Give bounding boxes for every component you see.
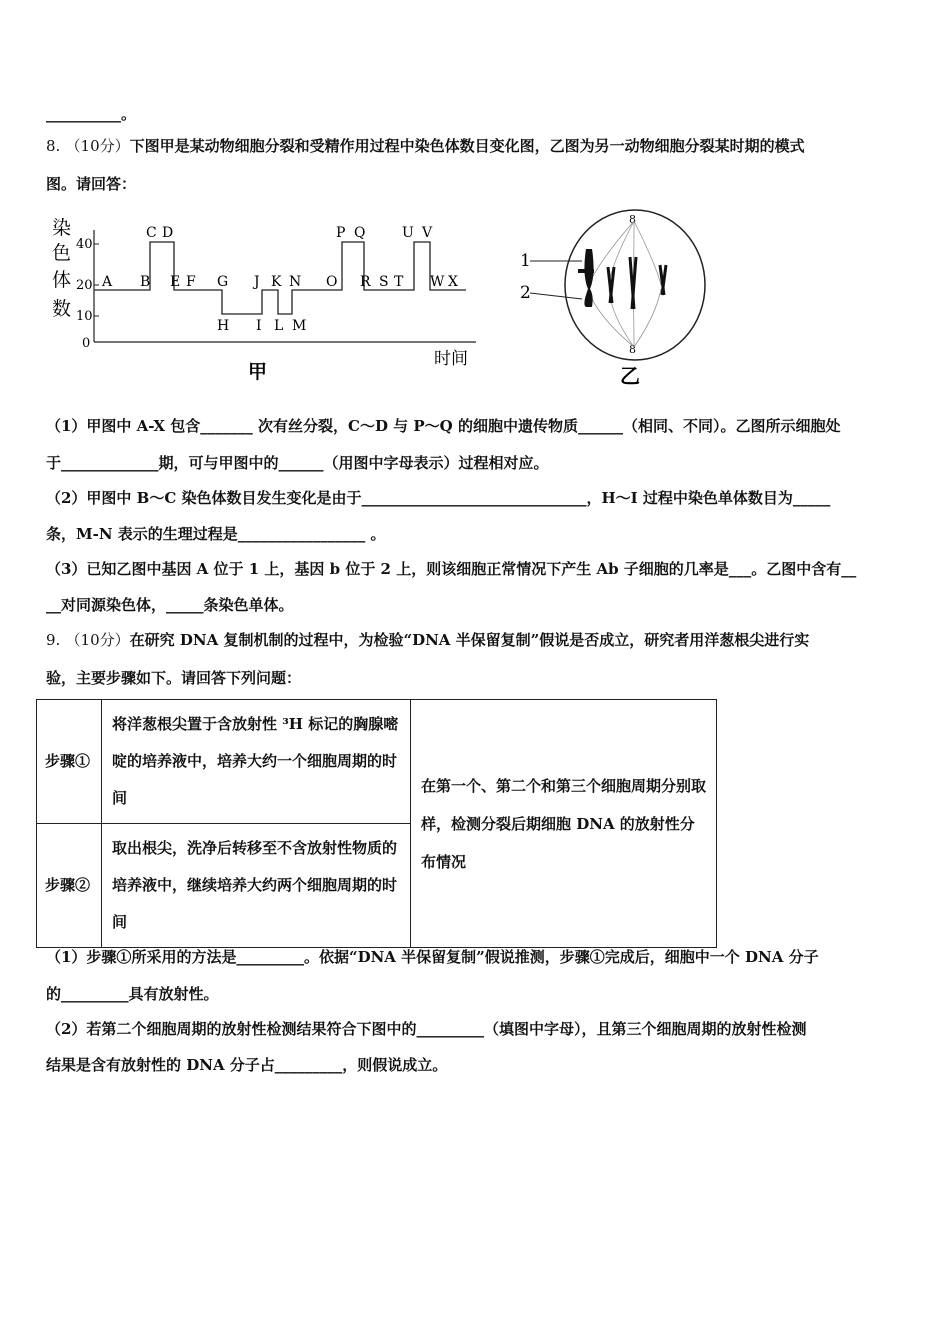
letter-W: W xyxy=(430,274,445,290)
letter-R: R xyxy=(360,274,371,290)
ytick-0: 0 xyxy=(82,336,91,351)
letter-D: D xyxy=(162,225,174,241)
q8-part3-line1: （3）已知乙图中基因 A 位于 1 上，基因 b 位于 2 上，则该细胞正常情况下产生 Ab 子细胞的几率是___。乙图中含有__ xyxy=(46,560,857,578)
letter-E: E xyxy=(170,274,181,290)
letter-O: O xyxy=(326,274,338,290)
q8-part3-line2: __对同源染色体，_____条染色单体。 xyxy=(46,596,294,614)
q9-part2-line2: 结果是含有放射性的 DNA 分子占_________，则假说成立。 xyxy=(46,1056,448,1074)
letter-M: M xyxy=(292,318,307,334)
q9-text-line1: 在研究 DNA 复制机制的过程中，为检验“DNA 半保留复制”假说是否成立，研究者用洋葱根尖进行实 xyxy=(129,631,810,649)
letter-B: B xyxy=(140,274,151,290)
letter-U: U xyxy=(402,225,414,241)
letter-T: T xyxy=(394,274,404,290)
table-row xyxy=(37,700,717,824)
step1-text: 将洋葱根尖置于含放射性 ³H 标记的胸腺嘧啶的培养液中，培养大约一个细胞周期的时间 xyxy=(102,700,411,824)
q8-part2-line2: 条，M-N 表示的生理过程是_________________ 。 xyxy=(46,525,386,543)
letter-J: J xyxy=(254,274,260,290)
letter-X: X xyxy=(448,274,458,290)
step2-text: 取出根尖，洗净后转移至不含放射性物质的培养液中，继续培养大约两个细胞周期的时间 xyxy=(102,824,411,948)
top-blank: __________。 xyxy=(46,105,137,123)
figure-yi xyxy=(516,205,716,394)
q8-number: 8. xyxy=(46,137,61,155)
q8-stem-line1 xyxy=(46,135,900,157)
letter-G: G xyxy=(217,274,229,290)
q9-part2-line1: （2）若第二个细胞周期的放射性检测结果符合下图中的_________（填图中字母），且第三个细胞周期的放射性检测 xyxy=(46,1020,807,1038)
step1-label: 步骤① xyxy=(37,700,102,824)
label-1: 1 xyxy=(520,251,531,271)
ytick-20: 20 xyxy=(76,278,93,293)
letter-L: L xyxy=(274,318,284,334)
steps-table xyxy=(36,699,717,948)
letter-F: F xyxy=(186,274,196,290)
spindle-fibers xyxy=(588,221,661,347)
q9-score: （10分） xyxy=(65,631,130,649)
ytick-40: 40 xyxy=(76,237,93,252)
centriole-bottom-icon: 8 xyxy=(629,343,636,356)
letter-K: K xyxy=(271,274,282,290)
ylabel-char-1: 色 xyxy=(52,242,72,264)
letter-C: C xyxy=(146,225,157,241)
chromosome-3-icon xyxy=(630,257,636,309)
q9-text-line2: 验，主要步骤如下。请回答下列问题： xyxy=(46,669,302,687)
q8-part1-line1: （1）甲图中 A-X 包含_______ 次有丝分裂，C～D 与 P～Q 的细胞中遗传物质______（相同、不同）。乙图所示细胞处 xyxy=(46,417,841,435)
letter-V: V xyxy=(422,225,433,241)
letter-A: A xyxy=(102,274,113,290)
centriole-top-icon: 8 xyxy=(629,213,636,226)
q8-score: （10分） xyxy=(65,137,130,155)
ylabel-char-0: 染 xyxy=(52,217,72,239)
letter-H: H xyxy=(217,318,230,334)
letter-Q: Q xyxy=(354,225,366,241)
label-2: 2 xyxy=(520,283,531,303)
ylabel-char-2: 体 xyxy=(52,269,72,291)
q9-part1-line2: 的_________具有放射性。 xyxy=(46,985,219,1003)
letter-S: S xyxy=(379,274,389,290)
q8-part2-line1: （2）甲图中 B～C 染色体数目发生变化是由于______________________________，H～I 过程中染色单体数目为_____ xyxy=(46,489,831,507)
q8-part1-line2: 于_____________期，可与甲图中的______（用图中字母表示）过程相对应。 xyxy=(46,454,549,472)
caption-yi: 乙 xyxy=(620,364,640,388)
q9-part1-line1: （1）步骤①所采用的方法是_________。依据“DNA 半保留复制”假说推测，步骤①完成后，细胞中一个 DNA 分子 xyxy=(46,948,819,966)
ytick-10: 10 xyxy=(76,309,93,324)
detection-text: 在第一个、第二个和第三个细胞周期分别取样，检测分裂后期细胞 DNA 的放射性分布情况 xyxy=(411,700,717,948)
caption-jia: 甲 xyxy=(248,361,268,383)
step2-label: 步骤② xyxy=(37,824,102,948)
letter-P: P xyxy=(336,225,346,241)
xlabel: 时间 xyxy=(434,349,468,369)
q9-stem-line1 xyxy=(46,629,900,651)
chromosome-1-icon xyxy=(584,249,593,307)
figure-jia xyxy=(46,210,486,394)
ylabel-char-3: 数 xyxy=(52,298,72,320)
q8-text-line2: 图。请回答： xyxy=(46,175,137,193)
q8-text-line1: 下图甲是某动物细胞分裂和受精作用过程中染色体数目变化图，乙图为另一动物细胞分裂某时期的模式 xyxy=(129,137,805,155)
pointer-line-2 xyxy=(530,293,582,299)
letter-N: N xyxy=(289,274,302,290)
letter-I: I xyxy=(256,318,262,334)
q9-number: 9. xyxy=(46,631,61,649)
chromosome-2-icon xyxy=(608,267,614,303)
